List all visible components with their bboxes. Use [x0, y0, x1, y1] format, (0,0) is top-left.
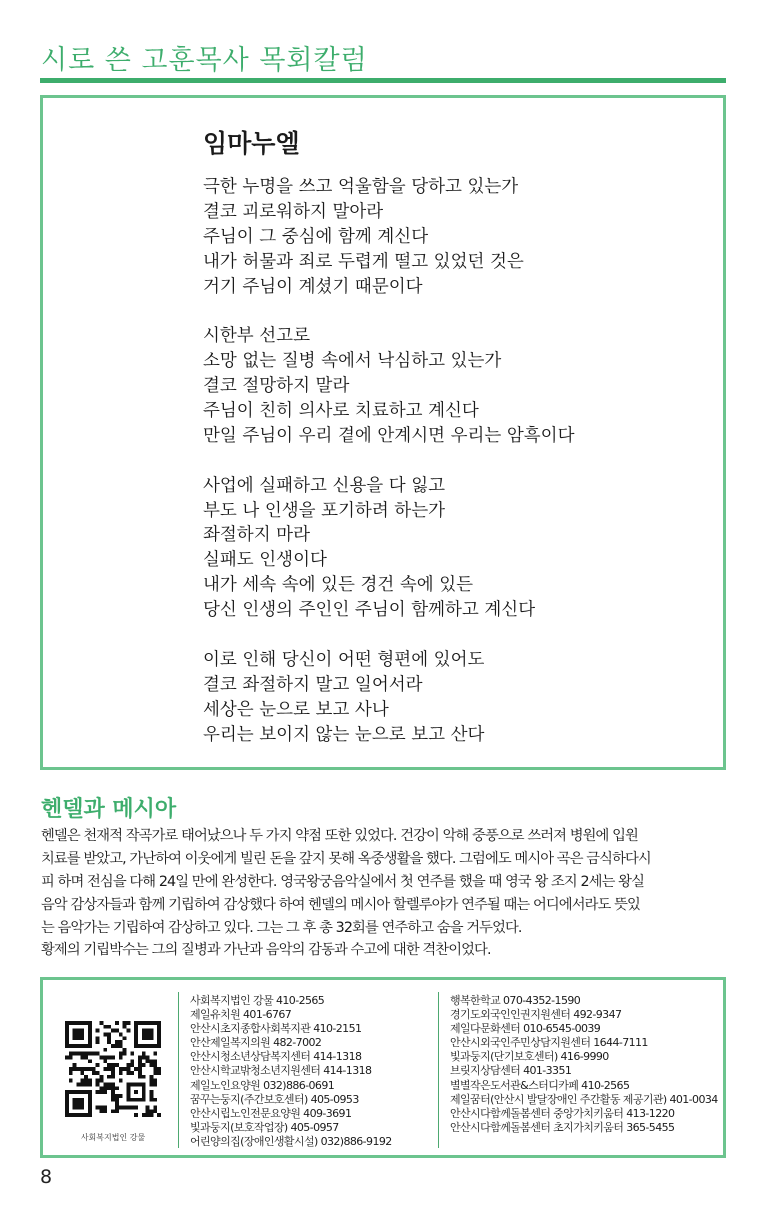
- poem-line: 세상은 눈으로 보고 사나: [203, 699, 389, 720]
- contact-item: 별별작은도서관&스터디카페 410-2565: [450, 1078, 630, 1092]
- article-line: 피 하며 전심을 다해 24일 만에 완성한다. 영국왕궁음악실에서 첫 연주를 했을 때 영국 왕 조지 2세는 왕실: [41, 873, 644, 890]
- contact-list-left: [190, 994, 392, 1149]
- poem-line: 시한부 선고로: [203, 326, 310, 347]
- poem-line: 주님이 그 중심에 함께 계신다: [203, 226, 429, 247]
- poem-line: 결코 괴로워하지 말아라: [203, 201, 384, 222]
- title-rule: [40, 78, 726, 83]
- poem-line: 당신 인생의 주인인 주님이 함께하고 계신다: [203, 600, 536, 621]
- poem-line: 주님이 친히 의사로 치료하고 계신다: [203, 401, 479, 422]
- poem-line: 실패도 인생이다: [203, 550, 327, 571]
- poem-line: [203, 449, 574, 474]
- poem-line: [203, 299, 574, 324]
- column-title: 시로 쓴 고훈목사 목회칼럼: [41, 45, 368, 76]
- contact-item: 안산시초지종합사회복지관 410-2151: [190, 1022, 362, 1036]
- article-line: 황제의 기립박수는 그의 질병과 가난과 음악의 감동과 수고에 대한 격찬이었다.: [41, 942, 491, 959]
- poem-line: [203, 623, 574, 648]
- contact-item: 안산시립노인전문요양원 409-3691: [190, 1106, 352, 1120]
- contact-item: 사회복지법인 강물 410-2565: [190, 994, 325, 1007]
- article-body: [41, 825, 729, 962]
- page-number: 8: [40, 1166, 53, 1188]
- article-line: 치료를 받았고, 가난하여 이웃에게 빌린 돈을 갚지 못해 옥중생활을 했다. 그럼에도 메시아 곡은 금식하다시: [41, 850, 651, 867]
- poem-line: 결코 좌절하지 말고 일어서라: [203, 674, 423, 695]
- contact-item: 어린양의집(장애인생활시설) 032)886-9192: [190, 1134, 392, 1148]
- poem-line: 내가 허물과 죄로 두렵게 떨고 있었던 것은: [203, 251, 524, 272]
- poem-box: [40, 95, 726, 770]
- contact-item: 빛과둥지(보호작업장) 405-0957: [190, 1120, 339, 1134]
- contact-item: 빛과둥지(단기보호센터) 416-9990: [450, 1050, 609, 1064]
- poem-line: 결코 절망하지 말라: [203, 376, 350, 397]
- poem-line: 만일 주님이 우리 곁에 안계시면 우리는 암흑이다: [203, 425, 575, 446]
- poem-line: 사업에 실패하고 신용을 다 잃고: [203, 475, 446, 496]
- contact-item: 안산시다함께돌봄센터 중앙가치키움터 413-1220: [450, 1106, 675, 1120]
- contact-item: 안산제일복지의원 482-7002: [190, 1036, 322, 1050]
- poem-body: [203, 175, 574, 747]
- poem-line: 거기 주님이 계셨기 때문이다: [203, 276, 423, 297]
- contact-item: 제일유치원 401-6767: [190, 1008, 292, 1022]
- contact-box: [40, 977, 726, 1158]
- article-line: 음악 감상자들과 함께 기립하여 감상했다 하여 헨델의 메시아 할렐루야가 연주될 때는 어디에서라도 뜻있: [41, 896, 640, 913]
- contact-item: 브릿지상담센터 401-3351: [450, 1064, 572, 1078]
- contact-item: 제일노인요양원 032)886-0691: [190, 1078, 335, 1092]
- poem-line: 이로 인해 당신이 어떤 형편에 있어도: [203, 649, 485, 670]
- contact-item: 행복한학교 070-4352-1590: [450, 994, 581, 1007]
- divider-left: [178, 992, 179, 1148]
- poem-line: 부도 나 인생을 포기하려 하는가: [203, 500, 446, 521]
- qr-caption: 사회복지법인 강물: [80, 1133, 146, 1142]
- poem-line: 극한 누명을 쓰고 억울함을 당하고 있는가: [203, 177, 519, 197]
- contact-item: 꿈꾸는둥지(주간보호센터) 405-0953: [190, 1092, 359, 1106]
- contact-item: 안산시청소년상담복지센터 414-1318: [190, 1050, 362, 1064]
- divider-right: [438, 992, 439, 1148]
- article-title: 헨델과 메시아: [41, 797, 177, 822]
- poem-line: 우리는 보이지 않는 눈으로 보고 산다: [203, 724, 485, 745]
- contact-item: 안산시다함께돌봄센터 초지가치키움터 365-5455: [450, 1120, 675, 1134]
- contact-item: 경기도외국인인권지원센터 492-9347: [450, 1008, 622, 1022]
- qr-code-icon[interactable]: [65, 1021, 161, 1117]
- poem-title: 임마누엘: [203, 129, 300, 158]
- article-line: 는 음악가는 기립하여 감상하고 있다. 그는 그 후 총 32회를 연주하고 숨을 거두었다.: [41, 919, 522, 936]
- contact-item: 제일꿈터(안산시 발달장애인 주간활동 제공기관) 401-0034: [450, 1092, 718, 1106]
- article-line: 헨델은 천재적 작곡가로 태어났으나 두 가지 약점 또한 있었다. 건강이 악해 중풍으로 쓰러져 병원에 입원: [41, 828, 638, 844]
- contact-item: 안산시외국인주민상담지원센터 1644-7111: [450, 1036, 648, 1050]
- poem-line: 좌절하지 마라: [203, 525, 310, 546]
- poem-line: 소망 없는 질병 속에서 낙심하고 있는가: [203, 351, 502, 372]
- poem-line: 내가 세속 속에 있든 경건 속에 있든: [203, 575, 474, 596]
- contact-list-right: [450, 994, 718, 1135]
- contact-item: 제일다문화센터 010-6545-0039: [450, 1022, 601, 1036]
- contact-item: 안산시학교밖청소년지원센터 414-1318: [190, 1064, 372, 1078]
